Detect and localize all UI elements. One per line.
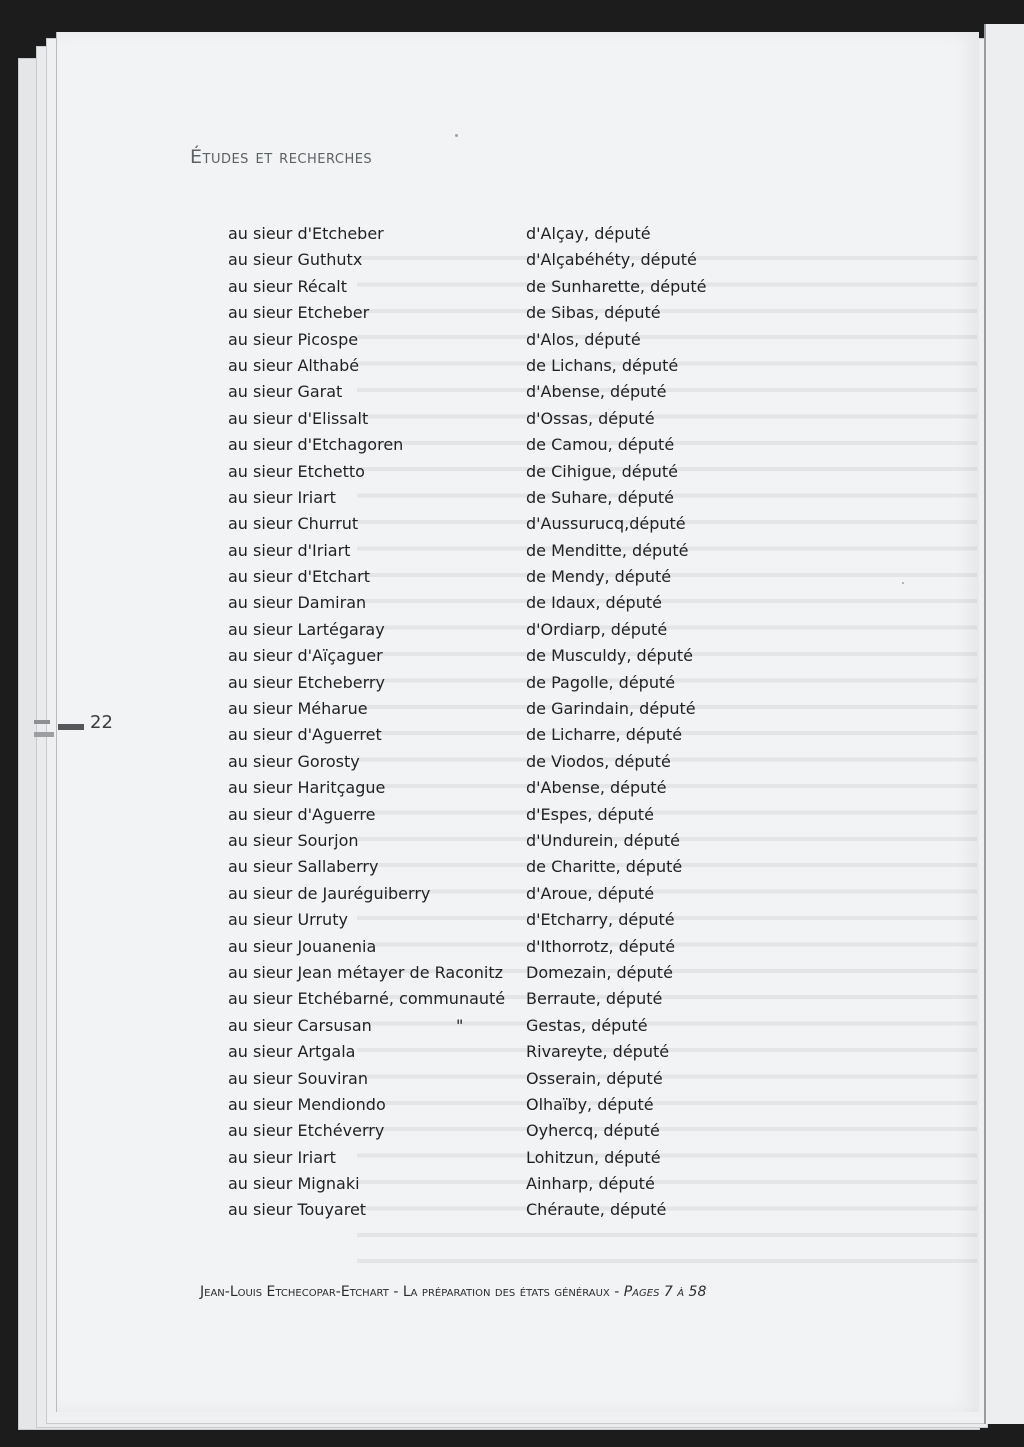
- parish-name: Ainharp, député: [526, 1174, 655, 1194]
- parish-name: de Pagolle, député: [526, 672, 676, 692]
- footer-pages: Pages 7 à 58: [623, 1284, 707, 1300]
- margin-tab-mark: [30, 718, 86, 738]
- parish-name: de Sunharette, député: [526, 276, 707, 296]
- list-item: [228, 910, 788, 936]
- parish-name: d'Ossas, député: [526, 408, 655, 428]
- parish-name: de Musculdy, député: [526, 646, 693, 666]
- parish-name: de Idaux, député: [526, 593, 662, 613]
- margin-bar: [34, 720, 50, 724]
- margin-bar: [58, 724, 84, 730]
- parish-name: de Mendy, député: [526, 567, 672, 587]
- parish-name: Gestas, député: [526, 1015, 648, 1035]
- list-item: [228, 963, 788, 989]
- parish-name: d'Espes, député: [526, 804, 654, 824]
- ditto-mark: ": [456, 1015, 464, 1035]
- list-item: [228, 1148, 788, 1174]
- list-item: [228, 805, 788, 831]
- parish-name: Lohitzun, député: [526, 1147, 661, 1167]
- deputy-name: au sieur Althabé: [228, 355, 360, 375]
- deputy-name: au sieur Sallaberry: [228, 857, 379, 877]
- parish-name: de Cihigue, député: [526, 461, 679, 481]
- list-item: [228, 646, 788, 672]
- list-item: [228, 699, 788, 725]
- list-item: [228, 673, 788, 699]
- parish-name: de Menditte, député: [526, 540, 689, 560]
- deputy-name: au sieur d'Etchart: [228, 567, 370, 587]
- running-head: Études et recherches: [190, 146, 373, 168]
- deputy-name: au sieur d'Etchagoren: [228, 435, 404, 455]
- paper-speck: [455, 134, 458, 137]
- parish-name: d'Aroue, député: [526, 883, 655, 903]
- deputy-name: au sieur Picospe: [228, 329, 359, 349]
- list-item: [228, 1095, 788, 1121]
- deputy-name: au sieur Etcheberry: [228, 672, 385, 692]
- deputy-name: au sieur Artgala: [228, 1042, 356, 1062]
- list-item: [228, 593, 788, 619]
- deputy-name: au sieur Iriart: [228, 1147, 336, 1167]
- deputy-name: au sieur Damiran: [228, 593, 367, 613]
- parish-name: d'Ithorrotz, député: [526, 936, 676, 956]
- parish-name: d'Alçabéhéty, député: [526, 250, 697, 270]
- parish-name: Osserain, député: [526, 1068, 663, 1088]
- parish-name: Berraute, député: [526, 989, 663, 1009]
- margin-bar: [34, 732, 54, 737]
- footer-title: La préparation des états généraux: [402, 1284, 610, 1300]
- deputy-name: au sieur Mignaki: [228, 1174, 360, 1194]
- deputy-name: au sieur de Jauréguiberry: [228, 883, 431, 903]
- deputy-name: au sieur d'Aguerre: [228, 804, 376, 824]
- list-item: [228, 224, 788, 250]
- list-item: [228, 831, 788, 857]
- deputy-name: au sieur Souviran: [228, 1068, 368, 1088]
- parish-name: d'Undurein, député: [526, 830, 680, 850]
- list-item: [228, 250, 788, 276]
- deputy-name: au sieur Garat: [228, 382, 343, 402]
- paper-speck: [902, 582, 904, 584]
- list-item: [228, 937, 788, 963]
- list-item: [228, 725, 788, 751]
- parish-name: Rivareyte, député: [526, 1042, 670, 1062]
- list-item: [228, 277, 788, 303]
- facing-page-edge: [984, 24, 1024, 1424]
- deputy-name: au sieur Sourjon: [228, 830, 359, 850]
- deputy-name: au sieur Gorosty: [228, 751, 360, 771]
- parish-name: de Viodos, député: [526, 751, 671, 771]
- list-item: [228, 752, 788, 778]
- deputy-name: au sieur Etchéverry: [228, 1121, 385, 1141]
- parish-name: de Licharre, député: [526, 725, 683, 745]
- deputy-name: au sieur d'Etcheber: [228, 224, 384, 243]
- deputy-name: au sieur Iriart: [228, 487, 336, 507]
- list-item: [228, 1200, 788, 1226]
- deputy-name: au sieur Récalt: [228, 276, 348, 296]
- page-footer: [200, 1284, 706, 1300]
- list-item: [228, 1016, 788, 1042]
- parish-name: d'Abense, député: [526, 778, 667, 798]
- parish-name: Domezain, député: [526, 962, 673, 982]
- deputy-name: au sieur Churrut: [228, 514, 359, 534]
- list-item: [228, 303, 788, 329]
- list-item: [228, 330, 788, 356]
- parish-name: Oyhercq, député: [526, 1121, 660, 1141]
- deputy-name: au sieur Urruty: [228, 910, 348, 930]
- deputy-name: au sieur Touyaret: [228, 1200, 367, 1220]
- parish-name: d'Alçay, député: [526, 224, 651, 243]
- deputy-name: au sieur Mendiondo: [228, 1094, 386, 1114]
- deputy-name: au sieur Haritçague: [228, 778, 386, 798]
- list-item: [228, 778, 788, 804]
- deputy-name: au sieur Jouanenia: [228, 936, 377, 956]
- list-item: [228, 1069, 788, 1095]
- deputy-name: au sieur d'Aïçaguer: [228, 646, 383, 666]
- list-item: [228, 462, 788, 488]
- deputy-name: au sieur Etcheber: [228, 303, 370, 323]
- deputy-name: au sieur Méharue: [228, 699, 368, 719]
- deputy-name: au sieur Carsusan: [228, 1015, 372, 1035]
- deputy-list: [228, 224, 788, 1227]
- list-item: [228, 356, 788, 382]
- deputy-name: au sieur Lartégaray: [228, 619, 385, 639]
- list-item: [228, 488, 788, 514]
- footer-separator: -: [609, 1284, 624, 1300]
- list-item: [228, 884, 788, 910]
- deputy-name: au sieur d'Elissalt: [228, 408, 369, 428]
- parish-name: d'Alos, député: [526, 329, 641, 349]
- parish-name: Olhaïby, député: [526, 1094, 654, 1114]
- list-item: [228, 514, 788, 540]
- parish-name: de Sibas, député: [526, 303, 661, 323]
- footer-author: Jean-Louis Etchecopar-Etchart: [200, 1284, 389, 1300]
- parish-name: de Charitte, député: [526, 857, 683, 877]
- parish-name: de Camou, député: [526, 435, 675, 455]
- list-item: [228, 1042, 788, 1068]
- deputy-name: au sieur Jean métayer de Raconitz: [228, 962, 504, 982]
- parish-name: Chéraute, député: [526, 1200, 667, 1220]
- list-item: [228, 567, 788, 593]
- parish-name: d'Ordiarp, député: [526, 619, 668, 639]
- deputy-name: au sieur Guthutx: [228, 250, 363, 270]
- list-item: [228, 409, 788, 435]
- list-item: [228, 1174, 788, 1200]
- list-item: [228, 620, 788, 646]
- deputy-name: au sieur Etchetto: [228, 461, 365, 481]
- parish-name: d'Aussurucq,député: [526, 514, 686, 534]
- parish-name: d'Abense, député: [526, 382, 667, 402]
- list-item: [228, 435, 788, 461]
- parish-name: de Garindain, député: [526, 699, 696, 719]
- parish-name: d'Etcharry, député: [526, 910, 675, 930]
- list-item: [228, 989, 788, 1015]
- deputy-name: au sieur d'Aguerret: [228, 725, 382, 745]
- list-item: [228, 857, 788, 883]
- parish-name: de Lichans, député: [526, 355, 679, 375]
- list-item: [228, 1121, 788, 1147]
- list-item: [228, 541, 788, 567]
- list-item: [228, 382, 788, 408]
- deputy-name: au sieur d'Iriart: [228, 540, 351, 560]
- parish-name: de Suhare, député: [526, 487, 674, 507]
- deputy-name: au sieur Etchébarné, communauté: [228, 989, 506, 1009]
- footer-separator: -: [388, 1284, 403, 1300]
- page-number: 22: [90, 712, 113, 733]
